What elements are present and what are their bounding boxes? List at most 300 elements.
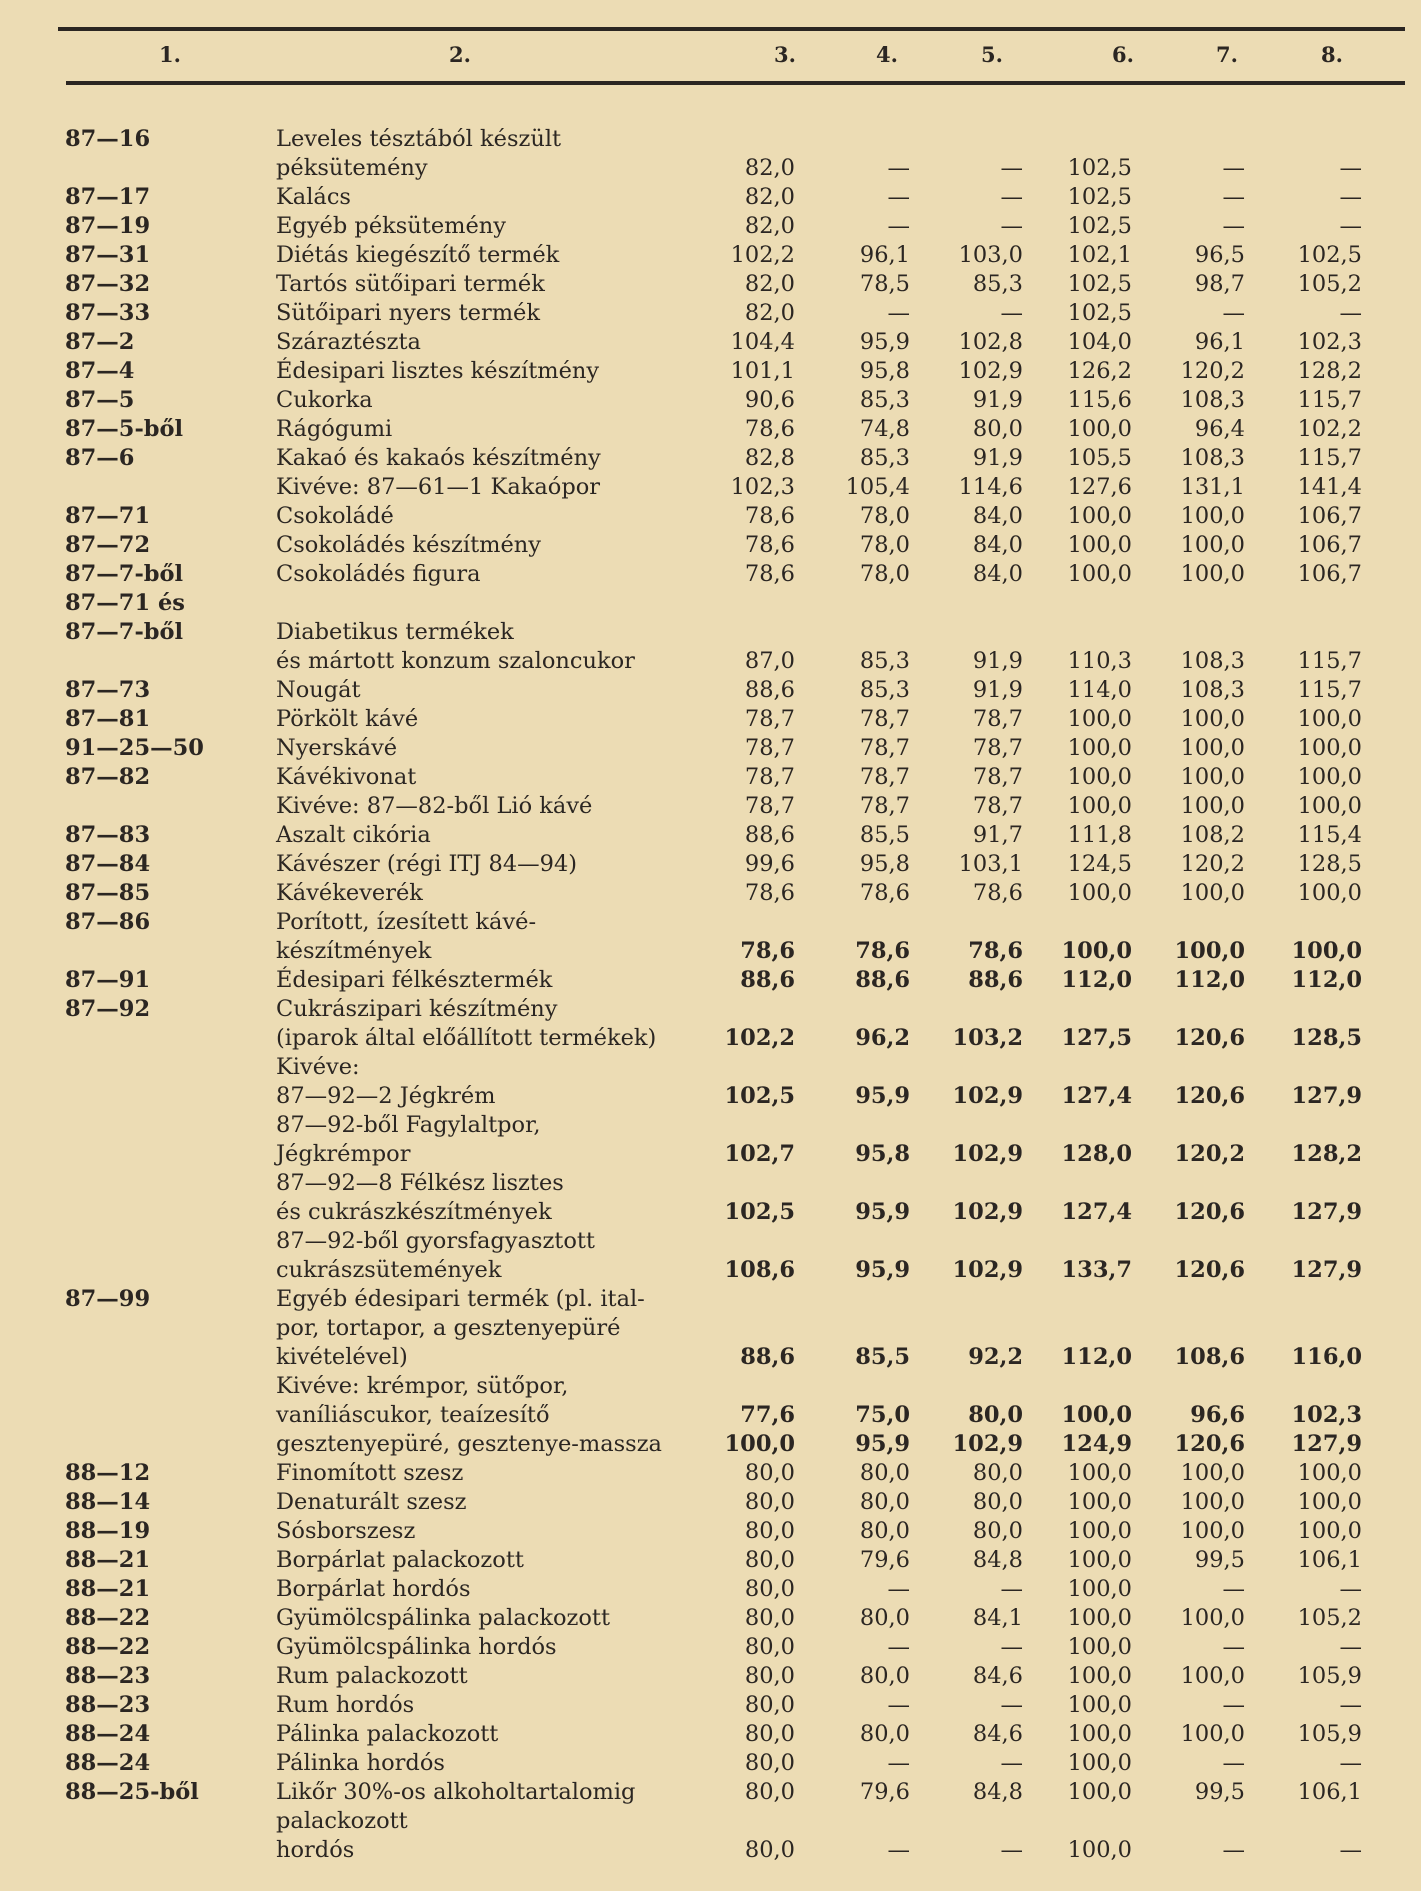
- value-col-6: 127,4: [1061, 1083, 1132, 1109]
- item-code: 87—19: [65, 213, 151, 239]
- value-col-8: 105,9: [1297, 1721, 1362, 1747]
- item-description: Csokoládés figura: [276, 561, 481, 587]
- item-description: Cukrászipari készítmény: [276, 996, 558, 1022]
- value-col-4: —: [887, 1750, 910, 1776]
- value-col-4: 79,6: [859, 1547, 910, 1573]
- value-col-4: 96,2: [855, 1025, 910, 1051]
- item-description: Pörkölt kávé: [276, 706, 419, 732]
- value-col-7: —: [1222, 1634, 1245, 1660]
- value-col-6: 111,8: [1067, 822, 1132, 848]
- value-col-6: 110,3: [1067, 648, 1132, 674]
- value-col-6: 100,0: [1067, 793, 1132, 819]
- table-row: [0, 734, 1421, 762]
- value-col-7: 99,5: [1194, 1547, 1245, 1573]
- table-row: [0, 1488, 1421, 1516]
- item-description: palackozott: [276, 1808, 408, 1834]
- item-description: Kalács: [276, 184, 351, 210]
- value-col-3: 80,0: [744, 1663, 795, 1689]
- value-col-4: 96,1: [859, 242, 910, 268]
- value-col-7: —: [1222, 1576, 1245, 1602]
- value-col-6: 102,1: [1067, 242, 1132, 268]
- value-col-6: 100,0: [1067, 1634, 1132, 1660]
- item-description: Jégkrémpor: [276, 1141, 411, 1167]
- value-col-5: 84,0: [972, 532, 1023, 558]
- value-col-3: 99,6: [744, 851, 795, 877]
- value-col-5: 91,9: [972, 648, 1023, 674]
- value-col-7: 120,6: [1174, 1083, 1245, 1109]
- column-header-4: 4.: [876, 42, 898, 67]
- item-code: 87—6: [65, 445, 135, 471]
- item-description: Denaturált szesz: [276, 1489, 467, 1515]
- item-code: 88—23: [65, 1663, 151, 1689]
- value-col-8: 102,3: [1291, 1402, 1362, 1428]
- column-header-1: 1.: [159, 42, 181, 67]
- value-col-6: 127,4: [1061, 1199, 1132, 1225]
- value-col-6: 102,5: [1067, 155, 1132, 181]
- value-col-7: 108,3: [1180, 387, 1245, 413]
- value-col-5: —: [1000, 1576, 1023, 1602]
- item-code: 87—82: [65, 764, 151, 790]
- value-col-3: 78,7: [744, 793, 795, 819]
- top-rule: [58, 27, 1405, 31]
- item-code: 87—5: [65, 387, 135, 413]
- value-col-5: 103,0: [958, 242, 1023, 268]
- value-col-6: 100,0: [1067, 1605, 1132, 1631]
- value-col-5: —: [1000, 1634, 1023, 1660]
- column-header-8: 8.: [1321, 42, 1343, 67]
- value-col-6: 100,0: [1067, 1547, 1132, 1573]
- value-col-6: 115,6: [1067, 387, 1132, 413]
- value-col-8: —: [1339, 213, 1362, 239]
- value-col-5: 102,9: [952, 1083, 1023, 1109]
- value-col-7: —: [1222, 1837, 1245, 1863]
- value-col-8: 106,7: [1297, 532, 1362, 558]
- value-col-4: 95,8: [859, 851, 910, 877]
- value-col-5: 102,9: [952, 1257, 1023, 1283]
- table-row: [0, 1198, 1421, 1226]
- value-col-8: 128,5: [1297, 851, 1362, 877]
- value-col-3: 80,0: [744, 1634, 795, 1660]
- table-row: [0, 879, 1421, 907]
- value-col-5: 80,0: [972, 1518, 1023, 1544]
- value-col-5: 84,6: [972, 1721, 1023, 1747]
- item-code: 87—86: [65, 909, 151, 935]
- value-col-4: 85,3: [859, 648, 910, 674]
- value-col-6: 105,5: [1067, 445, 1132, 471]
- value-col-7: 100,0: [1180, 561, 1245, 587]
- value-col-4: 75,0: [855, 1402, 910, 1428]
- value-col-3: 102,5: [724, 1083, 795, 1109]
- value-col-3: 100,0: [724, 1431, 795, 1457]
- value-col-6: 100,0: [1067, 1663, 1132, 1689]
- value-col-6: 114,0: [1067, 677, 1132, 703]
- value-col-4: 95,9: [855, 1083, 910, 1109]
- table-row: [0, 1285, 1421, 1313]
- value-col-8: 128,2: [1291, 1141, 1362, 1167]
- item-description: Kivéve: 87—82-ből Lió kávé: [276, 793, 593, 819]
- value-col-7: 108,2: [1180, 822, 1245, 848]
- item-code: 87—81: [65, 706, 151, 732]
- value-col-7: —: [1222, 213, 1245, 239]
- item-description: Édesipari lisztes készítmény: [276, 358, 600, 384]
- value-col-4: —: [887, 1634, 910, 1660]
- value-col-3: 102,5: [724, 1199, 795, 1225]
- item-code: 88—19: [65, 1518, 151, 1544]
- item-code: 87—71: [65, 503, 151, 529]
- value-col-3: 102,7: [724, 1141, 795, 1167]
- table-row: [0, 1111, 1421, 1139]
- value-col-7: 108,3: [1180, 677, 1245, 703]
- item-code: 87—4: [65, 358, 135, 384]
- table-row: [0, 1314, 1421, 1342]
- item-description: 87—92—8 Félkész lisztes: [276, 1170, 564, 1196]
- item-code: 88—21: [65, 1576, 151, 1602]
- value-col-7: 100,0: [1180, 1663, 1245, 1689]
- value-col-8: —: [1339, 184, 1362, 210]
- item-code: 87—92: [65, 996, 151, 1022]
- value-col-6: 100,0: [1067, 1721, 1132, 1747]
- item-description: por, tortapor, a gesztenyepüré: [276, 1315, 621, 1341]
- value-col-7: 96,6: [1190, 1402, 1245, 1428]
- value-col-3: 88,6: [744, 822, 795, 848]
- value-col-6: 127,6: [1067, 474, 1132, 500]
- value-col-5: —: [1000, 1750, 1023, 1776]
- value-col-8: 102,5: [1297, 242, 1362, 268]
- item-code: 88—22: [65, 1605, 151, 1631]
- value-col-3: 82,0: [744, 213, 795, 239]
- item-description: hordós: [276, 1837, 355, 1863]
- table-row: [0, 705, 1421, 733]
- value-col-5: 80,0: [972, 1489, 1023, 1515]
- value-col-8: 100,0: [1297, 735, 1362, 761]
- item-description: Rágógumi: [276, 416, 393, 442]
- table-row: [0, 1082, 1421, 1110]
- table-row: [0, 1836, 1421, 1864]
- value-col-4: 95,8: [855, 1141, 910, 1167]
- value-col-3: 80,0: [744, 1779, 795, 1805]
- value-col-7: 108,3: [1180, 445, 1245, 471]
- value-col-3: 82,0: [744, 155, 795, 181]
- item-code: 88—25-ből: [65, 1779, 199, 1805]
- value-col-4: 78,6: [855, 938, 910, 964]
- table-row: [0, 1807, 1421, 1835]
- value-col-7: 120,6: [1174, 1431, 1245, 1457]
- table-row: [0, 357, 1421, 385]
- value-col-7: 96,1: [1194, 329, 1245, 355]
- table-row: [0, 1459, 1421, 1487]
- item-code: 88—21: [65, 1547, 151, 1573]
- value-col-3: 77,6: [740, 1402, 795, 1428]
- value-col-3: 78,7: [744, 764, 795, 790]
- value-col-5: 103,2: [952, 1025, 1023, 1051]
- item-description: Borpárlat hordós: [276, 1576, 471, 1602]
- value-col-5: 85,3: [972, 271, 1023, 297]
- value-col-8: 115,7: [1297, 445, 1362, 471]
- item-code: 91—25—50: [65, 735, 204, 761]
- item-code: 87—85: [65, 880, 151, 906]
- value-col-8: 127,9: [1291, 1083, 1362, 1109]
- value-col-5: —: [1000, 155, 1023, 181]
- table-row: [0, 647, 1421, 675]
- value-col-5: 84,0: [972, 503, 1023, 529]
- value-col-8: 115,7: [1297, 677, 1362, 703]
- value-col-6: 100,0: [1061, 938, 1132, 964]
- value-col-4: —: [887, 155, 910, 181]
- item-description: és mártott konzum szaloncukor: [276, 648, 635, 674]
- value-col-8: 100,0: [1297, 706, 1362, 732]
- value-col-8: —: [1339, 1837, 1362, 1863]
- item-description: Nougát: [276, 677, 361, 703]
- value-col-3: 101,1: [730, 358, 795, 384]
- table-row: [0, 415, 1421, 443]
- value-col-4: 78,5: [859, 271, 910, 297]
- item-description: Leveles tésztából készült: [276, 126, 562, 152]
- value-col-3: 104,4: [730, 329, 795, 355]
- value-col-7: 120,6: [1174, 1025, 1245, 1051]
- value-col-7: 100,0: [1180, 764, 1245, 790]
- table-row: [0, 821, 1421, 849]
- item-code: 88—22: [65, 1634, 151, 1660]
- value-col-4: 78,0: [859, 561, 910, 587]
- value-col-5: 78,7: [972, 735, 1023, 761]
- value-col-7: 100,0: [1180, 880, 1245, 906]
- value-col-8: —: [1339, 1634, 1362, 1660]
- value-col-4: 95,9: [855, 1199, 910, 1225]
- column-header-6: 6.: [1112, 42, 1134, 67]
- value-col-8: 106,7: [1297, 561, 1362, 587]
- value-col-6: 100,0: [1067, 561, 1132, 587]
- column-header-5: 5.: [981, 42, 1003, 67]
- value-col-5: 91,9: [972, 445, 1023, 471]
- value-col-6: 128,0: [1061, 1141, 1132, 1167]
- value-col-3: 78,6: [744, 503, 795, 529]
- value-col-8: 127,9: [1291, 1199, 1362, 1225]
- value-col-4: —: [887, 213, 910, 239]
- item-code: 87—84: [65, 851, 151, 877]
- table-row: [0, 1169, 1421, 1197]
- value-col-5: 84,8: [972, 1547, 1023, 1573]
- value-col-4: 80,0: [859, 1605, 910, 1631]
- table-row: [0, 1778, 1421, 1806]
- item-code: 87—7-ből: [65, 561, 184, 587]
- value-col-4: 95,8: [859, 358, 910, 384]
- value-col-5: 92,2: [968, 1344, 1023, 1370]
- value-col-8: 100,0: [1291, 938, 1362, 964]
- value-col-3: 80,0: [744, 1489, 795, 1515]
- item-code: 87—33: [65, 300, 151, 326]
- table-row: [0, 299, 1421, 327]
- value-col-6: 100,0: [1067, 532, 1132, 558]
- value-col-5: 91,7: [972, 822, 1023, 848]
- value-col-8: 105,2: [1297, 1605, 1362, 1631]
- value-col-3: 82,8: [744, 445, 795, 471]
- item-description: Rum palackozott: [276, 1663, 468, 1689]
- value-col-3: 88,6: [740, 1344, 795, 1370]
- value-col-4: 78,7: [859, 764, 910, 790]
- value-col-8: 100,0: [1297, 1460, 1362, 1486]
- value-col-4: 78,0: [859, 503, 910, 529]
- value-col-7: —: [1222, 184, 1245, 210]
- value-col-3: 78,6: [744, 880, 795, 906]
- value-col-3: 102,2: [724, 1025, 795, 1051]
- value-col-6: 100,0: [1067, 1460, 1132, 1486]
- value-col-7: 131,1: [1180, 474, 1245, 500]
- item-description: Csokoládé: [276, 503, 394, 529]
- item-description: vaníliáscukor, teaízesítő: [276, 1402, 550, 1428]
- value-col-4: 78,0: [859, 532, 910, 558]
- value-col-7: —: [1222, 1750, 1245, 1776]
- table-row: [0, 850, 1421, 878]
- item-code: 87—7-ből: [65, 619, 184, 645]
- item-description: Kávékeverék: [276, 880, 423, 906]
- value-col-5: 80,0: [972, 416, 1023, 442]
- value-col-3: 80,0: [744, 1547, 795, 1573]
- value-col-5: 78,6: [968, 938, 1023, 964]
- item-description: (iparok által előállított termékek): [276, 1025, 657, 1051]
- value-col-8: —: [1339, 1576, 1362, 1602]
- value-col-6: 100,0: [1067, 706, 1132, 732]
- value-col-6: 102,5: [1067, 213, 1132, 239]
- item-description: készítmények: [276, 938, 432, 964]
- table-row: [0, 531, 1421, 559]
- value-col-6: 133,7: [1061, 1257, 1132, 1283]
- column-header-7: 7.: [1216, 42, 1238, 67]
- value-col-5: 84,6: [972, 1663, 1023, 1689]
- value-col-3: 78,6: [744, 561, 795, 587]
- value-col-3: 78,7: [744, 706, 795, 732]
- value-col-7: —: [1222, 300, 1245, 326]
- item-description: Cukorka: [276, 387, 373, 413]
- item-code: 88—24: [65, 1721, 151, 1747]
- item-code: 87—99: [65, 1286, 151, 1312]
- value-col-6: 100,0: [1067, 880, 1132, 906]
- item-description: Diabetikus termékek: [276, 619, 514, 645]
- item-description: Száraztészta: [276, 329, 421, 355]
- value-col-3: 102,2: [730, 242, 795, 268]
- item-code: 87—73: [65, 677, 151, 703]
- table-row: [0, 1256, 1421, 1284]
- header-rule: [66, 81, 1405, 85]
- value-col-4: 85,3: [859, 387, 910, 413]
- item-description: Pálinka palackozott: [276, 1721, 499, 1747]
- value-col-5: 78,7: [972, 706, 1023, 732]
- value-col-3: 78,6: [744, 532, 795, 558]
- value-col-8: 127,9: [1291, 1431, 1362, 1457]
- value-col-8: 102,2: [1297, 416, 1362, 442]
- value-col-3: 82,0: [744, 300, 795, 326]
- value-col-4: 78,7: [859, 735, 910, 761]
- value-col-7: 100,0: [1180, 1721, 1245, 1747]
- table-row: [0, 125, 1421, 153]
- value-col-4: 95,9: [855, 1257, 910, 1283]
- value-col-6: 112,0: [1061, 1344, 1132, 1370]
- value-col-8: 105,9: [1297, 1663, 1362, 1689]
- value-col-6: 102,5: [1067, 271, 1132, 297]
- item-code: 87—17: [65, 184, 151, 210]
- table-row: [0, 1227, 1421, 1255]
- item-description: kivételével): [276, 1344, 408, 1370]
- value-col-5: 91,9: [972, 677, 1023, 703]
- item-description: Aszalt cikória: [276, 822, 431, 848]
- value-col-8: 141,4: [1297, 474, 1362, 500]
- value-col-4: 95,9: [859, 329, 910, 355]
- value-col-6: 100,0: [1067, 735, 1132, 761]
- item-description: 87—92-ből Fagylaltpor,: [276, 1112, 541, 1138]
- value-col-5: 91,9: [972, 387, 1023, 413]
- table-row: [0, 154, 1421, 182]
- value-col-3: 102,3: [730, 474, 795, 500]
- value-col-4: —: [887, 184, 910, 210]
- item-description: Édesipari félkésztermék: [276, 967, 553, 993]
- value-col-7: 100,0: [1180, 503, 1245, 529]
- table-row: [0, 1633, 1421, 1661]
- table-row: [0, 1662, 1421, 1690]
- value-col-8: 100,0: [1297, 880, 1362, 906]
- value-col-8: 116,0: [1291, 1344, 1362, 1370]
- value-col-8: 115,7: [1297, 648, 1362, 674]
- value-col-5: 88,6: [968, 967, 1023, 993]
- value-col-7: 108,6: [1174, 1344, 1245, 1370]
- value-col-5: —: [1000, 1692, 1023, 1718]
- table-row: [0, 1575, 1421, 1603]
- table-row: [0, 937, 1421, 965]
- value-col-4: 80,0: [859, 1518, 910, 1544]
- item-description: Pálinka hordós: [276, 1750, 445, 1776]
- item-description: Tartós sütőipari termék: [276, 271, 545, 297]
- value-col-7: 100,0: [1180, 532, 1245, 558]
- item-description: Sütőipari nyers termék: [276, 300, 540, 326]
- table-row: [0, 618, 1421, 646]
- table-row: [0, 1140, 1421, 1168]
- item-description: Kávészer (régi ITJ 84—94): [276, 851, 578, 877]
- value-col-7: 112,0: [1174, 967, 1245, 993]
- value-col-4: 80,0: [859, 1460, 910, 1486]
- value-col-3: 80,0: [744, 1460, 795, 1486]
- table-row: [0, 676, 1421, 704]
- item-code: 87—31: [65, 242, 151, 268]
- item-description: Egyéb péksütemény: [276, 213, 507, 239]
- value-col-6: 124,5: [1067, 851, 1132, 877]
- value-col-4: 85,5: [859, 822, 910, 848]
- item-code: 87—83: [65, 822, 151, 848]
- value-col-4: 80,0: [859, 1489, 910, 1515]
- value-col-7: 100,0: [1180, 1460, 1245, 1486]
- table-row: [0, 763, 1421, 791]
- value-col-4: —: [887, 1576, 910, 1602]
- table-row: [0, 1372, 1421, 1400]
- value-col-3: 80,0: [744, 1576, 795, 1602]
- item-code: 88—23: [65, 1692, 151, 1718]
- item-description: Likőr 30%-os alkoholtartalomig: [276, 1779, 636, 1805]
- value-col-8: 112,0: [1291, 967, 1362, 993]
- value-col-7: 98,7: [1194, 271, 1245, 297]
- table-row: [0, 1720, 1421, 1748]
- value-col-4: —: [887, 1692, 910, 1718]
- value-col-7: 120,2: [1180, 358, 1245, 384]
- value-col-4: 85,5: [855, 1344, 910, 1370]
- value-col-5: 102,9: [958, 358, 1023, 384]
- value-col-5: 102,9: [952, 1141, 1023, 1167]
- value-col-5: 78,6: [972, 880, 1023, 906]
- value-col-8: 100,0: [1297, 1518, 1362, 1544]
- value-col-4: 78,7: [859, 706, 910, 732]
- table-row: [0, 1430, 1421, 1458]
- value-col-4: 105,4: [845, 474, 910, 500]
- value-col-3: 82,0: [744, 184, 795, 210]
- value-col-7: 99,5: [1194, 1779, 1245, 1805]
- value-col-7: 120,2: [1174, 1141, 1245, 1167]
- value-col-3: 88,6: [740, 967, 795, 993]
